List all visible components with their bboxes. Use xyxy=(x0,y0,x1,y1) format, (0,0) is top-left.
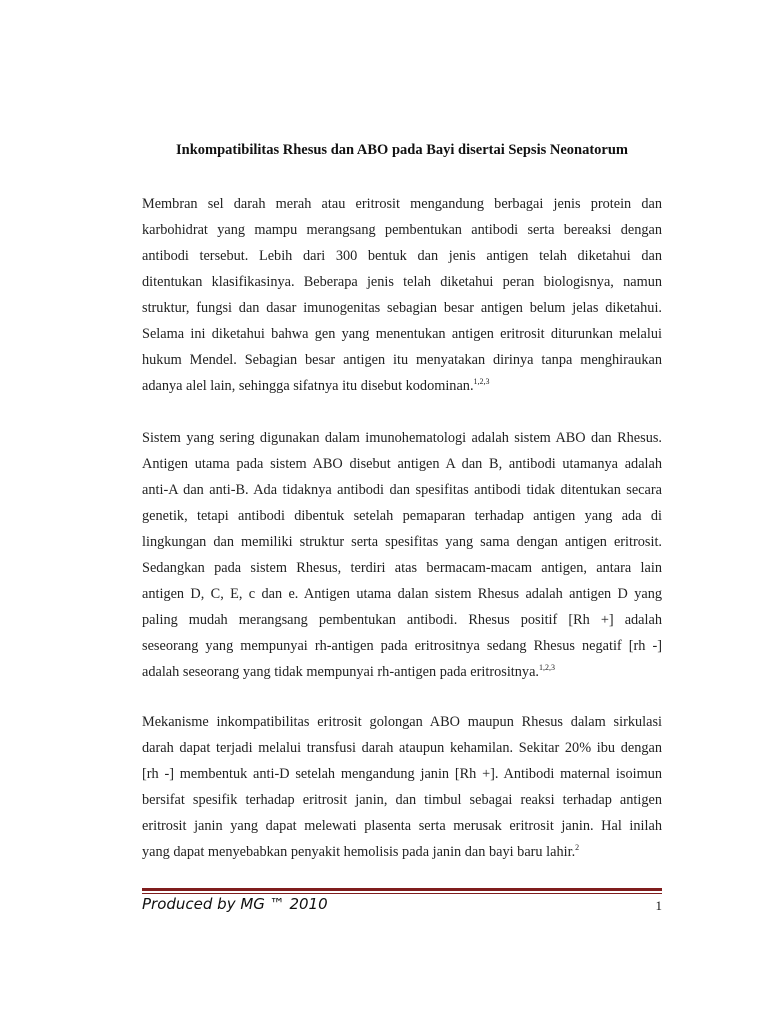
paragraph-line: lingkungan dan memiliki struktur serta spesifitas yang sama dengan antigen eritrosit. xyxy=(142,534,662,550)
paragraph-line: Selama ini diketahui bahwa gen yang menentukan antigen eritrosit diturunkan melalui xyxy=(142,326,662,342)
paragraph-line-text: yang dapat menyebabkan penyakit hemolisis pada janin dan bayi baru lahir. xyxy=(142,844,576,860)
paragraph-line: hukum Mendel. Sebagian besar antigen itu menyatakan dirinya tanpa menghiraukan xyxy=(142,352,662,368)
paragraph-line: karbohidrat yang mampu merangsang pembentukan antibodi serta bereaksi dengan xyxy=(142,222,662,238)
footer-rule-thin xyxy=(142,893,662,894)
paragraph-line: Membran sel darah merah atau eritrosit mengandung berbagai jenis protein dan xyxy=(142,196,662,212)
paragraph-last-line xyxy=(142,659,662,685)
paragraph-line: paling mudah merangsang pembentukan antibodi. Rhesus positif [Rh +] adalah xyxy=(142,612,662,628)
document-title: Inkompatibilitas Rhesus dan ABO pada Bayi disertai Sepsis Neonatorum xyxy=(175,142,628,158)
footer-producer: Produced by MG ™ 2010 xyxy=(142,895,328,913)
paragraph-line: eritrosit janin yang dapat melewati plasenta serta merusak eritrosit janin. Hal inilah xyxy=(142,818,662,834)
paragraph-line: seseorang yang mempunyai rh-antigen pada eritrositnya sedang Rhesus negatif [rh -] xyxy=(142,638,662,654)
paragraph-line: genetik, tetapi antibodi dibentuk setelah pemaparan terhadap antigen yang ada di xyxy=(142,508,662,524)
page-number: 1 xyxy=(655,898,662,913)
paragraph-last-line xyxy=(142,839,662,865)
paragraph-line: struktur, fungsi dan dasar imunogenitas sebagian besar antigen belum jelas diketahui. xyxy=(142,300,662,316)
paragraph-line: antibodi tersebut. Lebih dari 300 bentuk dan jenis antigen telah diketahui dan xyxy=(142,248,662,264)
citation-superscript: 2 xyxy=(575,843,580,852)
paragraph-line: darah dapat terjadi melalui transfusi darah ataupun kehamilan. Sekitar 20% ibu dengan xyxy=(142,740,662,756)
paragraph-2 xyxy=(142,425,662,685)
paragraph-1 xyxy=(142,191,662,399)
paragraph-last-line xyxy=(142,373,662,399)
paragraph-line: Antigen utama pada sistem ABO disebut antigen A dan B, antibodi utamanya adalah xyxy=(142,456,662,472)
paragraph-line: antigen D, C, E, c dan e. Antigen utama dalan sistem Rhesus adalah antigen D yang xyxy=(142,586,662,602)
paragraph-line-text: adalah seseorang yang tidak mempunyai rh-antigen pada eritrositnya. xyxy=(142,664,539,680)
paragraph-line-text: adanya alel lain, sehingga sifatnya itu disebut kodominan. xyxy=(142,378,474,394)
paragraph-line: ditentukan klasifikasinya. Beberapa jenis telah diketahui peran biologisnya, namun xyxy=(142,274,662,290)
paragraph-line: Mekanisme inkompatibilitas eritrosit golongan ABO maupun Rhesus dalam sirkulasi xyxy=(142,714,662,730)
paragraph-line: Sedangkan pada sistem Rhesus, terdiri atas bermacam-macam antigen, antara lain xyxy=(142,560,662,576)
paragraph-3 xyxy=(142,709,662,865)
paragraph-line: Sistem yang sering digunakan dalam imunohematologi adalah sistem ABO dan Rhesus. xyxy=(142,430,662,446)
paragraph-line: bersifat spesifik terhadap eritrosit janin, dan timbul sebagai reaksi terhadap antigen xyxy=(142,792,662,808)
citation-superscript: 1,2,3 xyxy=(473,377,490,386)
paragraph-line: [rh -] membentuk anti-D setelah mengandung janin [Rh +]. Antibodi maternal isoimun xyxy=(142,766,662,782)
paragraph-line: anti-A dan anti-B. Ada tidaknya antibodi dan spesifitas antibodi tidak ditentukan secara xyxy=(142,482,662,498)
citation-superscript: 1,2,3 xyxy=(539,663,555,672)
footer-rule-thick xyxy=(142,888,662,891)
